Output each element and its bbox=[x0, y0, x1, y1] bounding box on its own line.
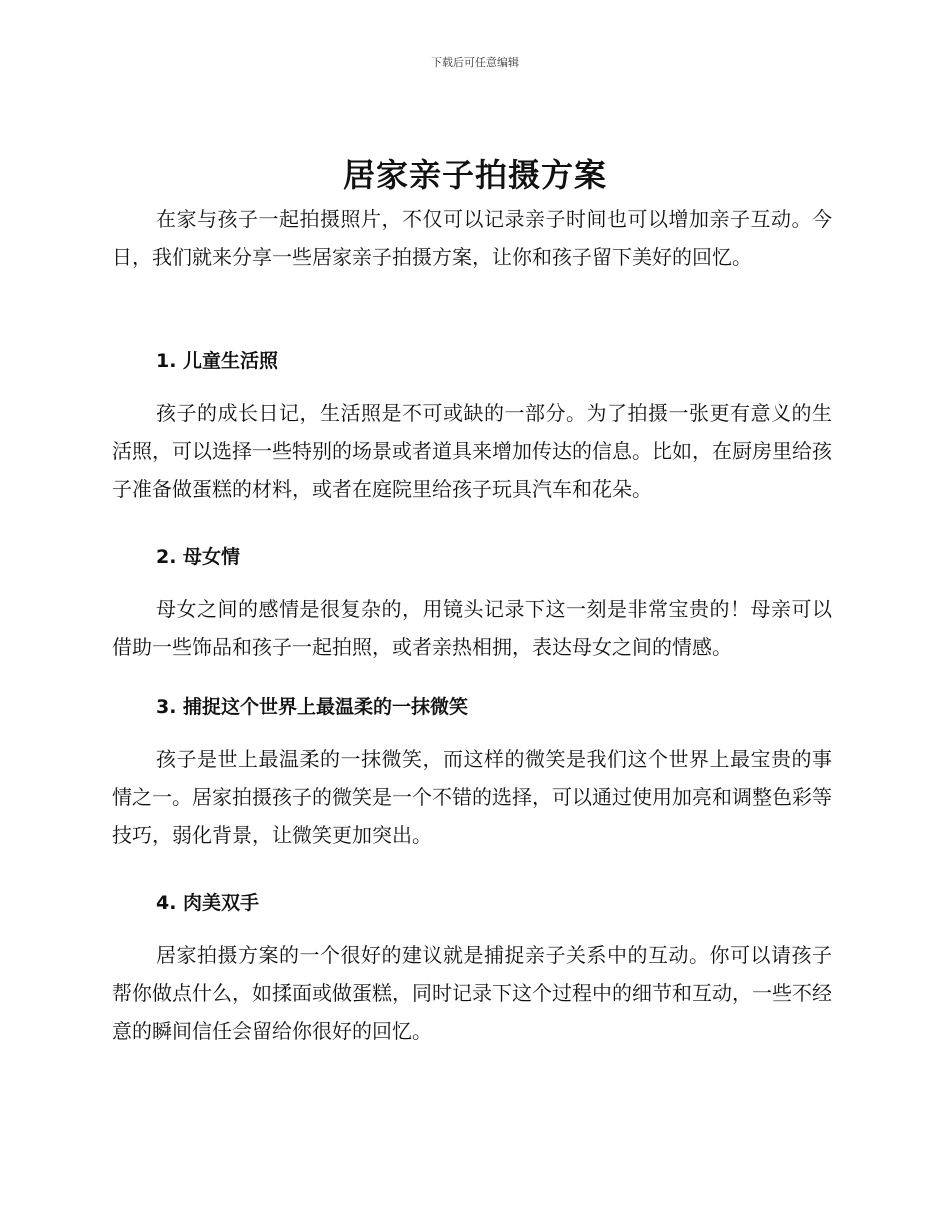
section-2-body: 母女之间的感情是很复杂的，用镜头记录下这一刻是非常宝贵的！母亲可以借助一些饰品和孩子一起拍照，或者亲热相拥，表达母女之间的情感。 bbox=[112, 597, 832, 659]
header-note: 下载后可任意编辑 bbox=[431, 56, 519, 69]
section-1-heading: 1. 儿童生活照 bbox=[156, 350, 279, 372]
section-1-body: 孩子的成长日记，生活照是不可或缺的一部分。为了拍摄一张更有意义的生活照，可以选择一些特别的场景或者道具来增加传达的信息。比如，在厨房里给孩子准备做蛋糕的材料，或者在庭院里给孩子玩具汽车和花朵。 bbox=[112, 401, 832, 501]
section-2-heading: 2. 母女情 bbox=[156, 546, 241, 568]
section-4-heading: 4. 肉美双手 bbox=[156, 892, 260, 914]
section-3-body: 孩子是世上最温柔的一抹微笑，而这样的微笑是我们这个世界上最宝贵的事情之一。居家拍摄孩子的微笑是一个不错的选择，可以通过使用加亮和调整色彩等技巧，弱化背景，让微笑更加突出。 bbox=[112, 747, 832, 847]
section-4-body: 居家拍摄方案的一个很好的建议就是捕捉亲子关系中的互动。你可以请孩子帮你做点什么，如揉面或做蛋糕，同时记录下这个过程中的细节和互动，一些不经意的瞬间信任会留给你很好的回忆。 bbox=[112, 943, 832, 1043]
intro-paragraph: 在家与孩子一起拍摄照片，不仅可以记录亲子时间也可以增加亲子互动。今日，我们就来分享一些居家亲子拍摄方案，让你和孩子留下美好的回忆。 bbox=[112, 207, 832, 269]
section-3-heading: 3. 捕捉这个世界上最温柔的一抹微笑 bbox=[156, 696, 469, 718]
page-title: 居家亲子拍摄方案 bbox=[342, 156, 607, 194]
